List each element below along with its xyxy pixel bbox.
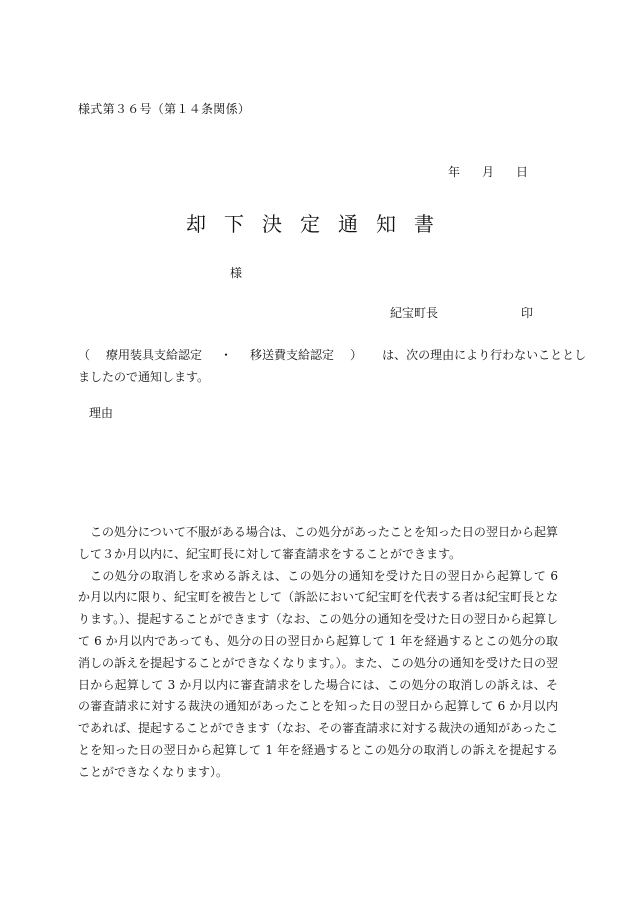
notice-text (78, 344, 587, 388)
seal-mark: 印 (521, 306, 534, 320)
appeal-notice (78, 522, 558, 784)
option-medical-device: 療用装具支給認定 (106, 348, 203, 362)
reason-label: 理由 (89, 406, 114, 420)
notice-line1-tail: は、次の理由により行わないこととし (382, 348, 587, 362)
document-title: 却下決定通知書 (186, 212, 452, 236)
appeal-paragraph-2: この処分の取消しを求める訴えは、この処分の通知を受けた日の翌日から起算して 6 か月以内に限り、紀宝町を被告として（訴訟において紀宝町を代表する者は紀宝町長となります。）、提起することができます（なお、この処分の通知を受けた日の翌日から起算して 6 か月以内であっても、処分の日の翌日から起算して 1 年を経過するとこの処分の取消しの訴えを提起することができなくなります。）。また、この処分の通知を受けた日の翌日から起算して 3 か月以内に審査請求をした場合には、この処分の取消しの訴えは、その審査請求に対する裁決の通知があったことを知った日の翌日から起算して 6 か月以内であれば、提起することができます（なお、その審査請求に対する裁決の通知があったことを知った日の翌日から起算して 1 年を経過するとこの処分の取消しの訴えを提起することができなくなります）。 (78, 568, 559, 779)
open-paren: （ (78, 348, 91, 362)
day-label: 日 (516, 165, 529, 179)
form-number: 様式第３６号（第１４条関係） (78, 102, 251, 116)
close-paren: ） (350, 348, 363, 362)
issuer-name: 紀宝町長 (390, 306, 439, 320)
notice-line-1 (78, 344, 587, 366)
month-label: 月 (482, 165, 495, 179)
addressee-suffix: 様 (230, 266, 243, 280)
notice-line-2: ましたので通知します。 (78, 370, 210, 384)
option-separator: ・ (220, 348, 233, 362)
date-line (448, 163, 528, 180)
option-transport: 移送費支給認定 (250, 348, 335, 362)
year-label: 年 (448, 165, 461, 179)
appeal-paragraph-1: この処分について不服がある場合は、この処分があったことを知った日の翌日から起算して３か月以内に、紀宝町長に対して審査請求をすることができます。 (78, 525, 558, 561)
